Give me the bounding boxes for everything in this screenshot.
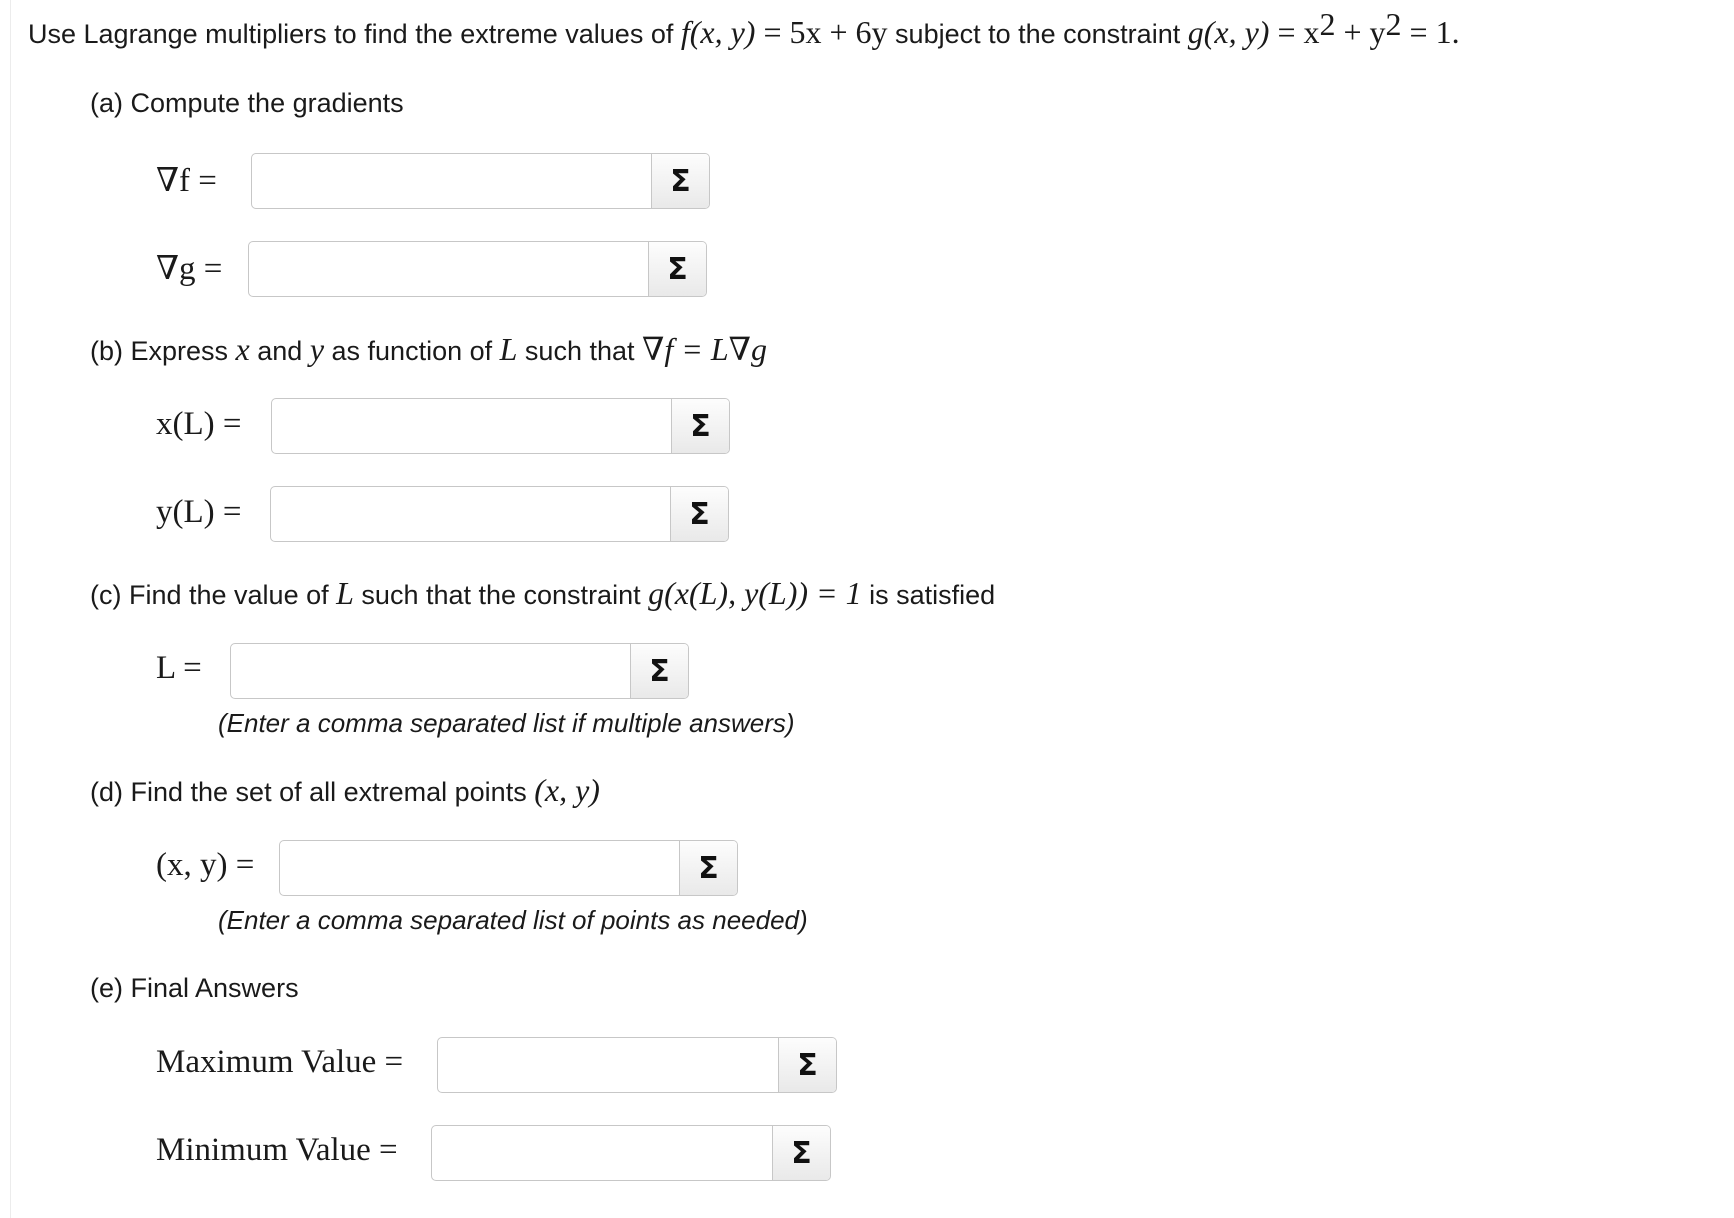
max-value-sigma-button[interactable]: Σ — [778, 1038, 836, 1092]
part-b-text-1: (b) Express — [90, 336, 236, 366]
part-c-text-3: is satisfied — [861, 580, 996, 610]
grad-f-sigma-button[interactable]: Σ — [651, 154, 709, 208]
points-hint: (Enter a comma separated list of points as needed) — [218, 905, 808, 935]
part-c-text-1: (c) Find the value of — [90, 580, 337, 610]
part-a-heading: (a) Compute the gradients — [90, 88, 404, 118]
grad-f-answer — [251, 153, 710, 209]
problem-text-2: subject to the constraint — [887, 19, 1188, 49]
x-of-L-input[interactable] — [272, 399, 671, 453]
part-c-expression: g(x(L), y(L)) = 1 — [648, 575, 862, 611]
points-answer — [279, 840, 738, 896]
L-sigma-button[interactable]: Σ — [630, 644, 688, 698]
points-sigma-button[interactable]: Σ — [679, 841, 737, 895]
points-input[interactable] — [280, 841, 679, 895]
part-b-text-3: as function of — [324, 336, 500, 366]
L-input[interactable] — [231, 644, 630, 698]
L-hint: (Enter a comma separated list if multiple answers) — [218, 708, 795, 738]
part-e-heading: (e) Final Answers — [90, 973, 299, 1003]
grad-g-answer — [248, 241, 707, 297]
problem-f: f — [680, 14, 690, 50]
part-d-text: (d) Find the set of all extremal points — [90, 777, 535, 807]
min-value-answer — [431, 1125, 831, 1181]
y-of-L-label: y(L) = — [156, 494, 242, 530]
part-b-L: L — [499, 331, 518, 367]
grad-g-sigma-button[interactable]: Σ — [648, 242, 706, 296]
y-of-L-input[interactable] — [271, 487, 670, 541]
problem-constraint-c: = 1. — [1401, 14, 1460, 50]
problem-square-1: 2 — [1319, 6, 1336, 43]
part-b-text-2: and — [249, 336, 310, 366]
problem-text-1: Use Lagrange multipliers to find the extreme values of — [28, 19, 681, 49]
grad-g-input[interactable] — [249, 242, 648, 296]
part-d-heading — [90, 772, 600, 809]
problem-g-args: (x, y) — [1203, 14, 1270, 50]
x-of-L-answer — [271, 398, 730, 454]
min-value-sigma-button[interactable]: Σ — [772, 1126, 830, 1180]
min-value-input[interactable] — [432, 1126, 772, 1180]
part-c-text-2: such that the constraint — [353, 580, 649, 610]
points-label: (x, y) = — [156, 847, 255, 883]
part-b-expression: ∇f = L∇g — [642, 331, 767, 367]
max-value-label: Maximum Value = — [156, 1044, 404, 1080]
problem-constraint-a: = x — [1269, 14, 1320, 50]
max-value-input[interactable] — [438, 1038, 778, 1092]
problem-objective: = 5x + 6y — [755, 14, 888, 50]
problem-g: g — [1187, 14, 1204, 50]
L-answer — [230, 643, 689, 699]
problem-f-args: (x, y) — [689, 14, 756, 50]
part-c-heading — [90, 575, 995, 612]
y-of-L-sigma-button[interactable]: Σ — [670, 487, 728, 541]
part-b-y: y — [309, 331, 325, 367]
grad-f-input[interactable] — [252, 154, 651, 208]
grad-f-label: ∇f = — [156, 163, 217, 199]
part-c-L: L — [336, 575, 354, 611]
x-of-L-sigma-button[interactable]: Σ — [671, 399, 729, 453]
part-b-text-4: such that — [517, 336, 642, 366]
part-b-x: x — [235, 331, 250, 367]
x-of-L-label: x(L) = — [156, 406, 242, 442]
L-label: L = — [156, 650, 202, 686]
max-value-answer — [437, 1037, 837, 1093]
problem-square-2: 2 — [1385, 6, 1402, 43]
min-value-label: Minimum Value = — [156, 1132, 398, 1168]
problem-constraint-b: + y — [1335, 14, 1386, 50]
part-b-heading — [90, 330, 767, 368]
grad-g-label: ∇g = — [156, 251, 223, 287]
left-rule — [10, 0, 11, 1218]
part-d-expression: (x, y) — [534, 772, 600, 808]
y-of-L-answer — [270, 486, 729, 542]
problem-statement — [28, 6, 1460, 51]
